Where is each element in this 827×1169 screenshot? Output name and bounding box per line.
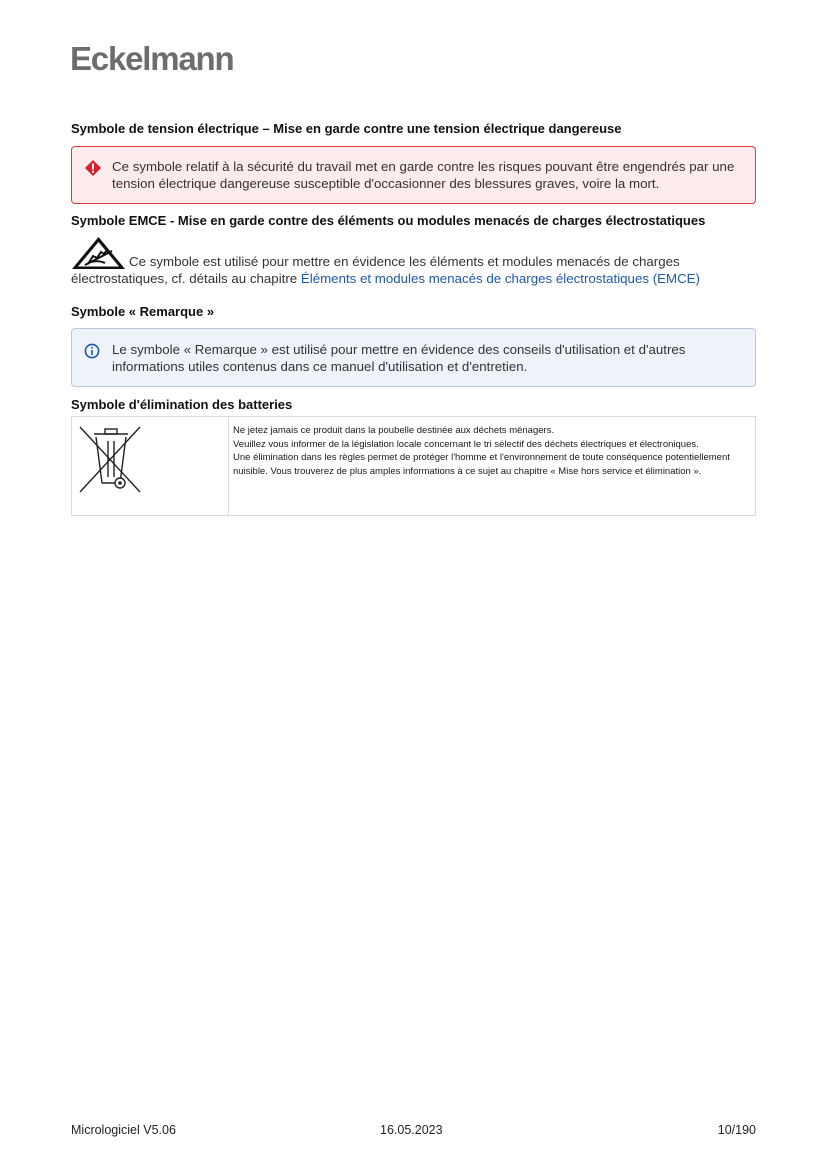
esd-section-title: Symbole EMCE - Mise en garde contre des éléments ou modules menacés de charges électrostatiques [71,213,706,228]
esd-description [71,236,756,287]
battery-line-1: Ne jetez jamais ce produit dans la poubelle destinée aux déchets ménagers. [233,425,555,436]
battery-text-cell [229,417,756,516]
battery-disposal-table [71,416,756,516]
table-row [72,417,756,516]
battery-line-3: Une élimination dans les règles permet de protéger l'homme et l'environnement de toute conséquence potentiellement nuisible. Vous trouverez de plus amples informations à ce sujet au chapitre « Mise hors service et élimination ». [233,452,730,477]
esd-warning-icon [71,236,126,270]
footer-firmware-version: Micrologiciel V5.06 [71,1123,176,1137]
footer-date: 16.05.2023 [380,1123,443,1137]
battery-icon-cell [72,417,229,516]
note-text: Le symbole « Remarque » est utilisé pour mettre en évidence des conseils d'utilisation et d'autres informations utiles contenus dans ce manuel d'utilisation et d'entretien. [112,342,686,374]
esd-chapter-link[interactable]: Éléments et modules menacés de charges électrostatiques (EMCE) [300,271,700,286]
battery-section-title: Symbole d'élimination des batteries [71,397,293,412]
battery-line-2: Veuillez vous informer de la législation locale concernant le tri sélectif des déchets électriques et électroniques. [233,438,699,450]
voltage-warning-text: Ce symbole relatif à la sécurité du travail met en garde contre les risques pouvant être engendrés par une tension électrique dangereuse susceptible d'occasionner des blessures graves, voire la mort. [112,159,735,191]
page-content [71,121,756,516]
footer-page-number: 10/190 [717,1123,756,1137]
note-section-title: Symbole « Remarque » [71,304,215,319]
esd-text: Ce symbole est utilisé pour mettre en évidence les éléments et modules menacés de charges électrostatiques, cf. détails au chapitre [71,254,680,286]
page-footer [71,1123,756,1139]
voltage-section-title: Symbole de tension électrique – Mise en garde contre une tension électrique dangereuse [71,121,622,136]
warning-diamond-icon [84,159,102,177]
company-logo: Eckelmann [70,40,234,77]
crossed-out-bin-icon [72,417,228,510]
note-box [71,328,756,387]
info-icon [84,343,100,359]
voltage-warning-box [71,146,756,204]
